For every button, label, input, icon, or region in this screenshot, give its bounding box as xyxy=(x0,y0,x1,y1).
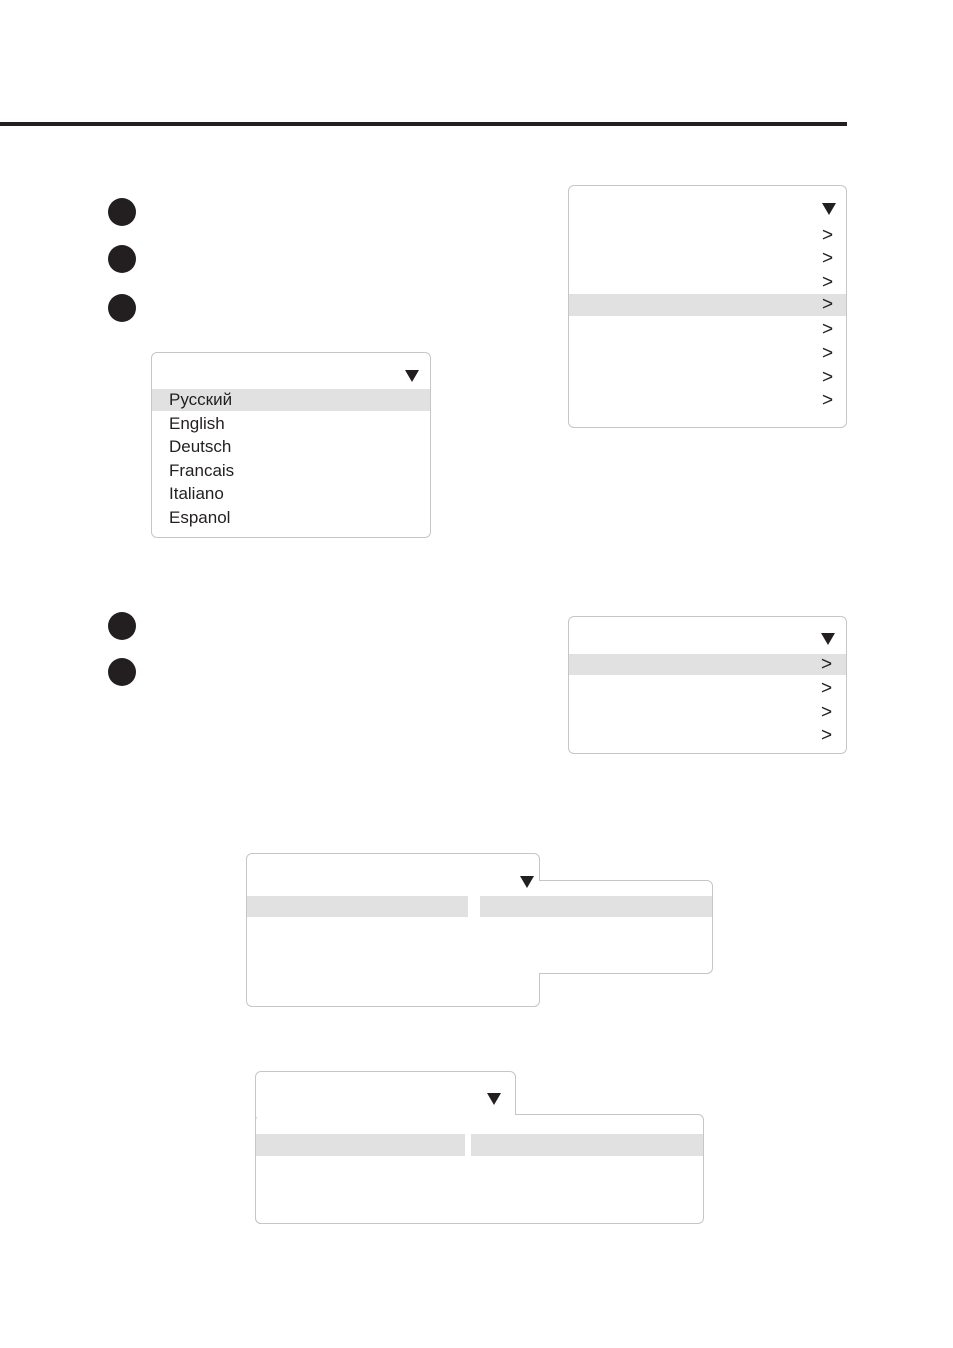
panel-join-mask xyxy=(539,881,541,973)
submenu-chevron-icon[interactable]: > xyxy=(822,248,834,269)
language-menu-panel xyxy=(151,352,431,538)
menu-row-highlight[interactable] xyxy=(247,896,468,917)
header-rule xyxy=(0,122,847,126)
submenu-chevron-icon[interactable]: > xyxy=(822,294,834,315)
panel-join-line xyxy=(515,1095,516,1115)
language-option-russian[interactable]: Русский xyxy=(169,390,233,409)
panel-join-line xyxy=(539,973,545,974)
language-option-english[interactable]: English xyxy=(169,414,225,433)
menu-row-highlight[interactable] xyxy=(569,294,846,316)
main-menu-panel xyxy=(568,185,847,428)
submenu-chevron-icon[interactable]: > xyxy=(822,390,834,411)
cascade-submenu-panel-b xyxy=(255,1114,704,1224)
sub-menu-panel xyxy=(568,616,847,754)
dropdown-triangle-icon xyxy=(822,203,836,215)
dropdown-triangle-icon xyxy=(520,876,534,888)
submenu-row-highlight[interactable] xyxy=(471,1134,703,1156)
language-option-francais[interactable]: Francais xyxy=(169,461,235,480)
dropdown-triangle-icon xyxy=(821,633,835,645)
submenu-row-highlight[interactable] xyxy=(480,896,712,917)
submenu-chevron-icon[interactable]: > xyxy=(822,319,834,340)
step-bullet-4 xyxy=(108,612,136,640)
submenu-chevron-icon[interactable]: > xyxy=(821,702,833,723)
language-option-espanol[interactable]: Espanol xyxy=(169,508,231,527)
submenu-chevron-icon[interactable]: > xyxy=(821,678,833,699)
submenu-chevron-icon[interactable]: > xyxy=(821,654,833,675)
submenu-chevron-icon[interactable]: > xyxy=(822,367,834,388)
panel-join-line xyxy=(539,880,545,881)
menu-row-highlight[interactable] xyxy=(569,654,846,675)
cascade-menu-panel-a xyxy=(246,853,540,1007)
submenu-chevron-icon[interactable]: > xyxy=(821,725,833,746)
step-bullet-5 xyxy=(108,658,136,686)
panel-join-mask xyxy=(256,1113,515,1117)
dropdown-triangle-icon xyxy=(487,1093,501,1105)
step-bullet-2 xyxy=(108,245,136,273)
language-option-italiano[interactable]: Italiano xyxy=(169,484,224,503)
menu-row-highlight[interactable] xyxy=(256,1134,465,1156)
language-option-deutsch[interactable]: Deutsch xyxy=(169,437,232,456)
submenu-chevron-icon[interactable]: > xyxy=(822,272,834,293)
dropdown-triangle-icon xyxy=(405,370,419,382)
step-bullet-1 xyxy=(108,198,136,226)
submenu-chevron-icon[interactable]: > xyxy=(822,225,834,246)
submenu-chevron-icon[interactable]: > xyxy=(822,343,834,364)
step-bullet-3 xyxy=(108,294,136,322)
